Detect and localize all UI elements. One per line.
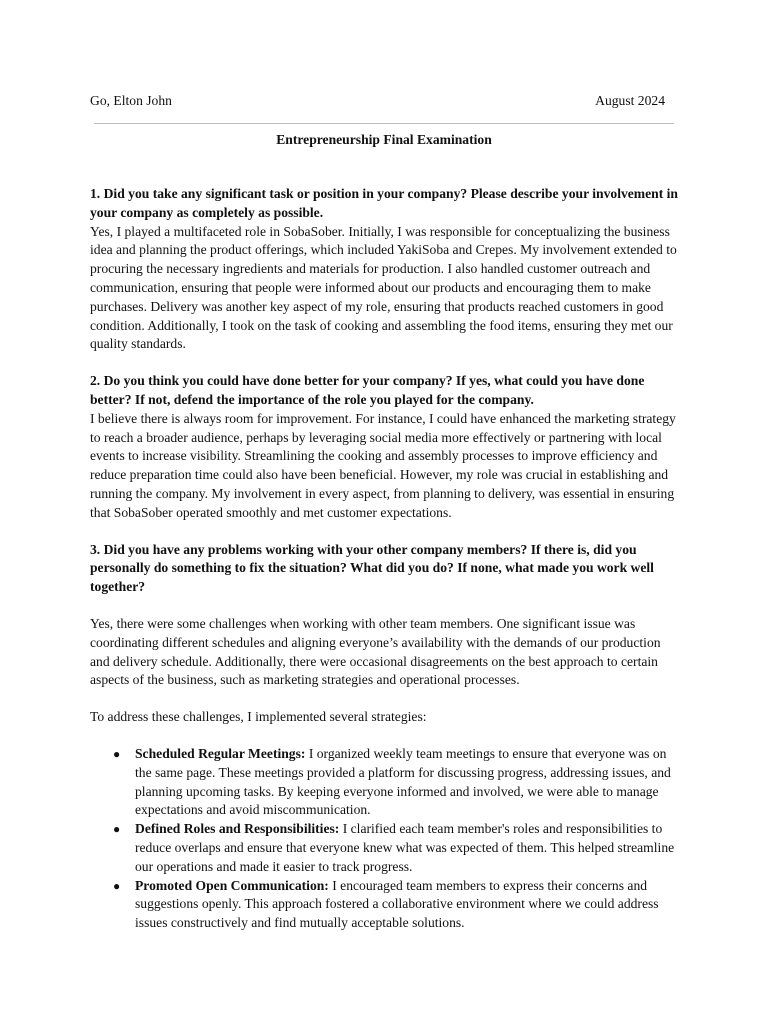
bullet-icon: ● — [113, 878, 121, 893]
list-item-label: Promoted Open Communication: — [135, 877, 329, 893]
list-item-label: Scheduled Regular Meetings: — [135, 745, 306, 761]
list-item — [113, 877, 678, 933]
paragraph-gap — [90, 690, 678, 708]
list-item — [113, 820, 678, 876]
question-2: 2. Do you think you could have done better for your company? If yes, what could you have done better? If not, defend the importance of the role you played for the company. — [90, 373, 645, 407]
header-divider — [94, 123, 674, 124]
answer-2: I believe there is always room for improvement. For instance, I could have enhanced the marketing strategy to reach a broader audience, perhaps by leveraging social media more effectively or partnering with local events to increase visibility. Streamlining the cooking and assembly processes to improve efficiency and reduce preparation time could also have been beneficial. However, my role was crucial in establishing and running the company. My involvement in every aspect, from planning to delivery, was essential in ensuring that SobaSober operated smoothly and met customer expectations. — [90, 410, 676, 520]
paragraph-gap — [90, 727, 678, 745]
paragraph-gap — [90, 597, 678, 615]
answer-3-paragraph-2: To address these challenges, I implemented several strategies: — [90, 709, 427, 725]
list-item — [113, 745, 678, 820]
document-title: Entrepreneurship Final Examination — [276, 132, 492, 147]
strategy-list — [90, 745, 678, 933]
list-item-label: Defined Roles and Responsibilities: — [135, 821, 340, 837]
list-item-text: I clarified each team member's roles and responsibilities to reduce overlaps and ensure that everyone knew what was expected of them. This helped streamline our operations and made it easier to track progress. — [135, 821, 675, 874]
question-3: 3. Did you have any problems working with your other company members? If there is, did you personally do something to fix the situation? What did you do? If none, what made you work well together? — [90, 541, 654, 595]
paragraph-gap — [90, 354, 678, 372]
author-name: Go, Elton John — [90, 93, 172, 108]
answer-1: Yes, I played a multifaceted role in SobaSober. Initially, I was responsible for conceptualizing the business idea and planning the product offerings, which included YakiSoba and Crepes. My involvement extended to procuring the necessary ingredients and materials for production. I also handled customer outreach and communication, ensuring that people were informed about our products and encouraging them to make purchases. Delivery was another key aspect of my role, ensuring that products reached customers in good condition. Additionally, I took on the task of cooking and assembling the food items, ensuring they met our quality standards. — [90, 223, 677, 352]
list-item-text: I organized weekly team meetings to ensure that everyone was on the same page. These meetings provided a platform for discussing progress, addressing issues, and planning upcoming tasks. By keeping everyone informed and involved, we were able to manage expectations and avoid miscommunication. — [135, 745, 671, 818]
document-date: August 2024 — [595, 93, 665, 108]
document-header — [90, 91, 665, 111]
paragraph-gap — [90, 523, 678, 541]
document-body — [90, 185, 678, 933]
answer-3-paragraph-1: Yes, there were some challenges when working with other team members. One significant issue was coordinating different schedules and aligning everyone’s availability with the demands of our production and delivery schedule. Additionally, there were occasional disagreements on the best approach to certain aspects of the business, such as marketing strategies and operational processes. — [90, 615, 661, 688]
list-item-text: I encouraged team members to express their concerns and suggestions openly. This approach fostered a collaborative environment where we could address issues constructively and find mutually acceptable solutions. — [135, 877, 659, 931]
bullet-icon: ● — [113, 822, 121, 837]
question-1: 1. Did you take any significant task or position in your company? Please describe your involvement in your company as completely as possible. — [90, 186, 678, 220]
bullet-icon: ● — [113, 746, 121, 761]
